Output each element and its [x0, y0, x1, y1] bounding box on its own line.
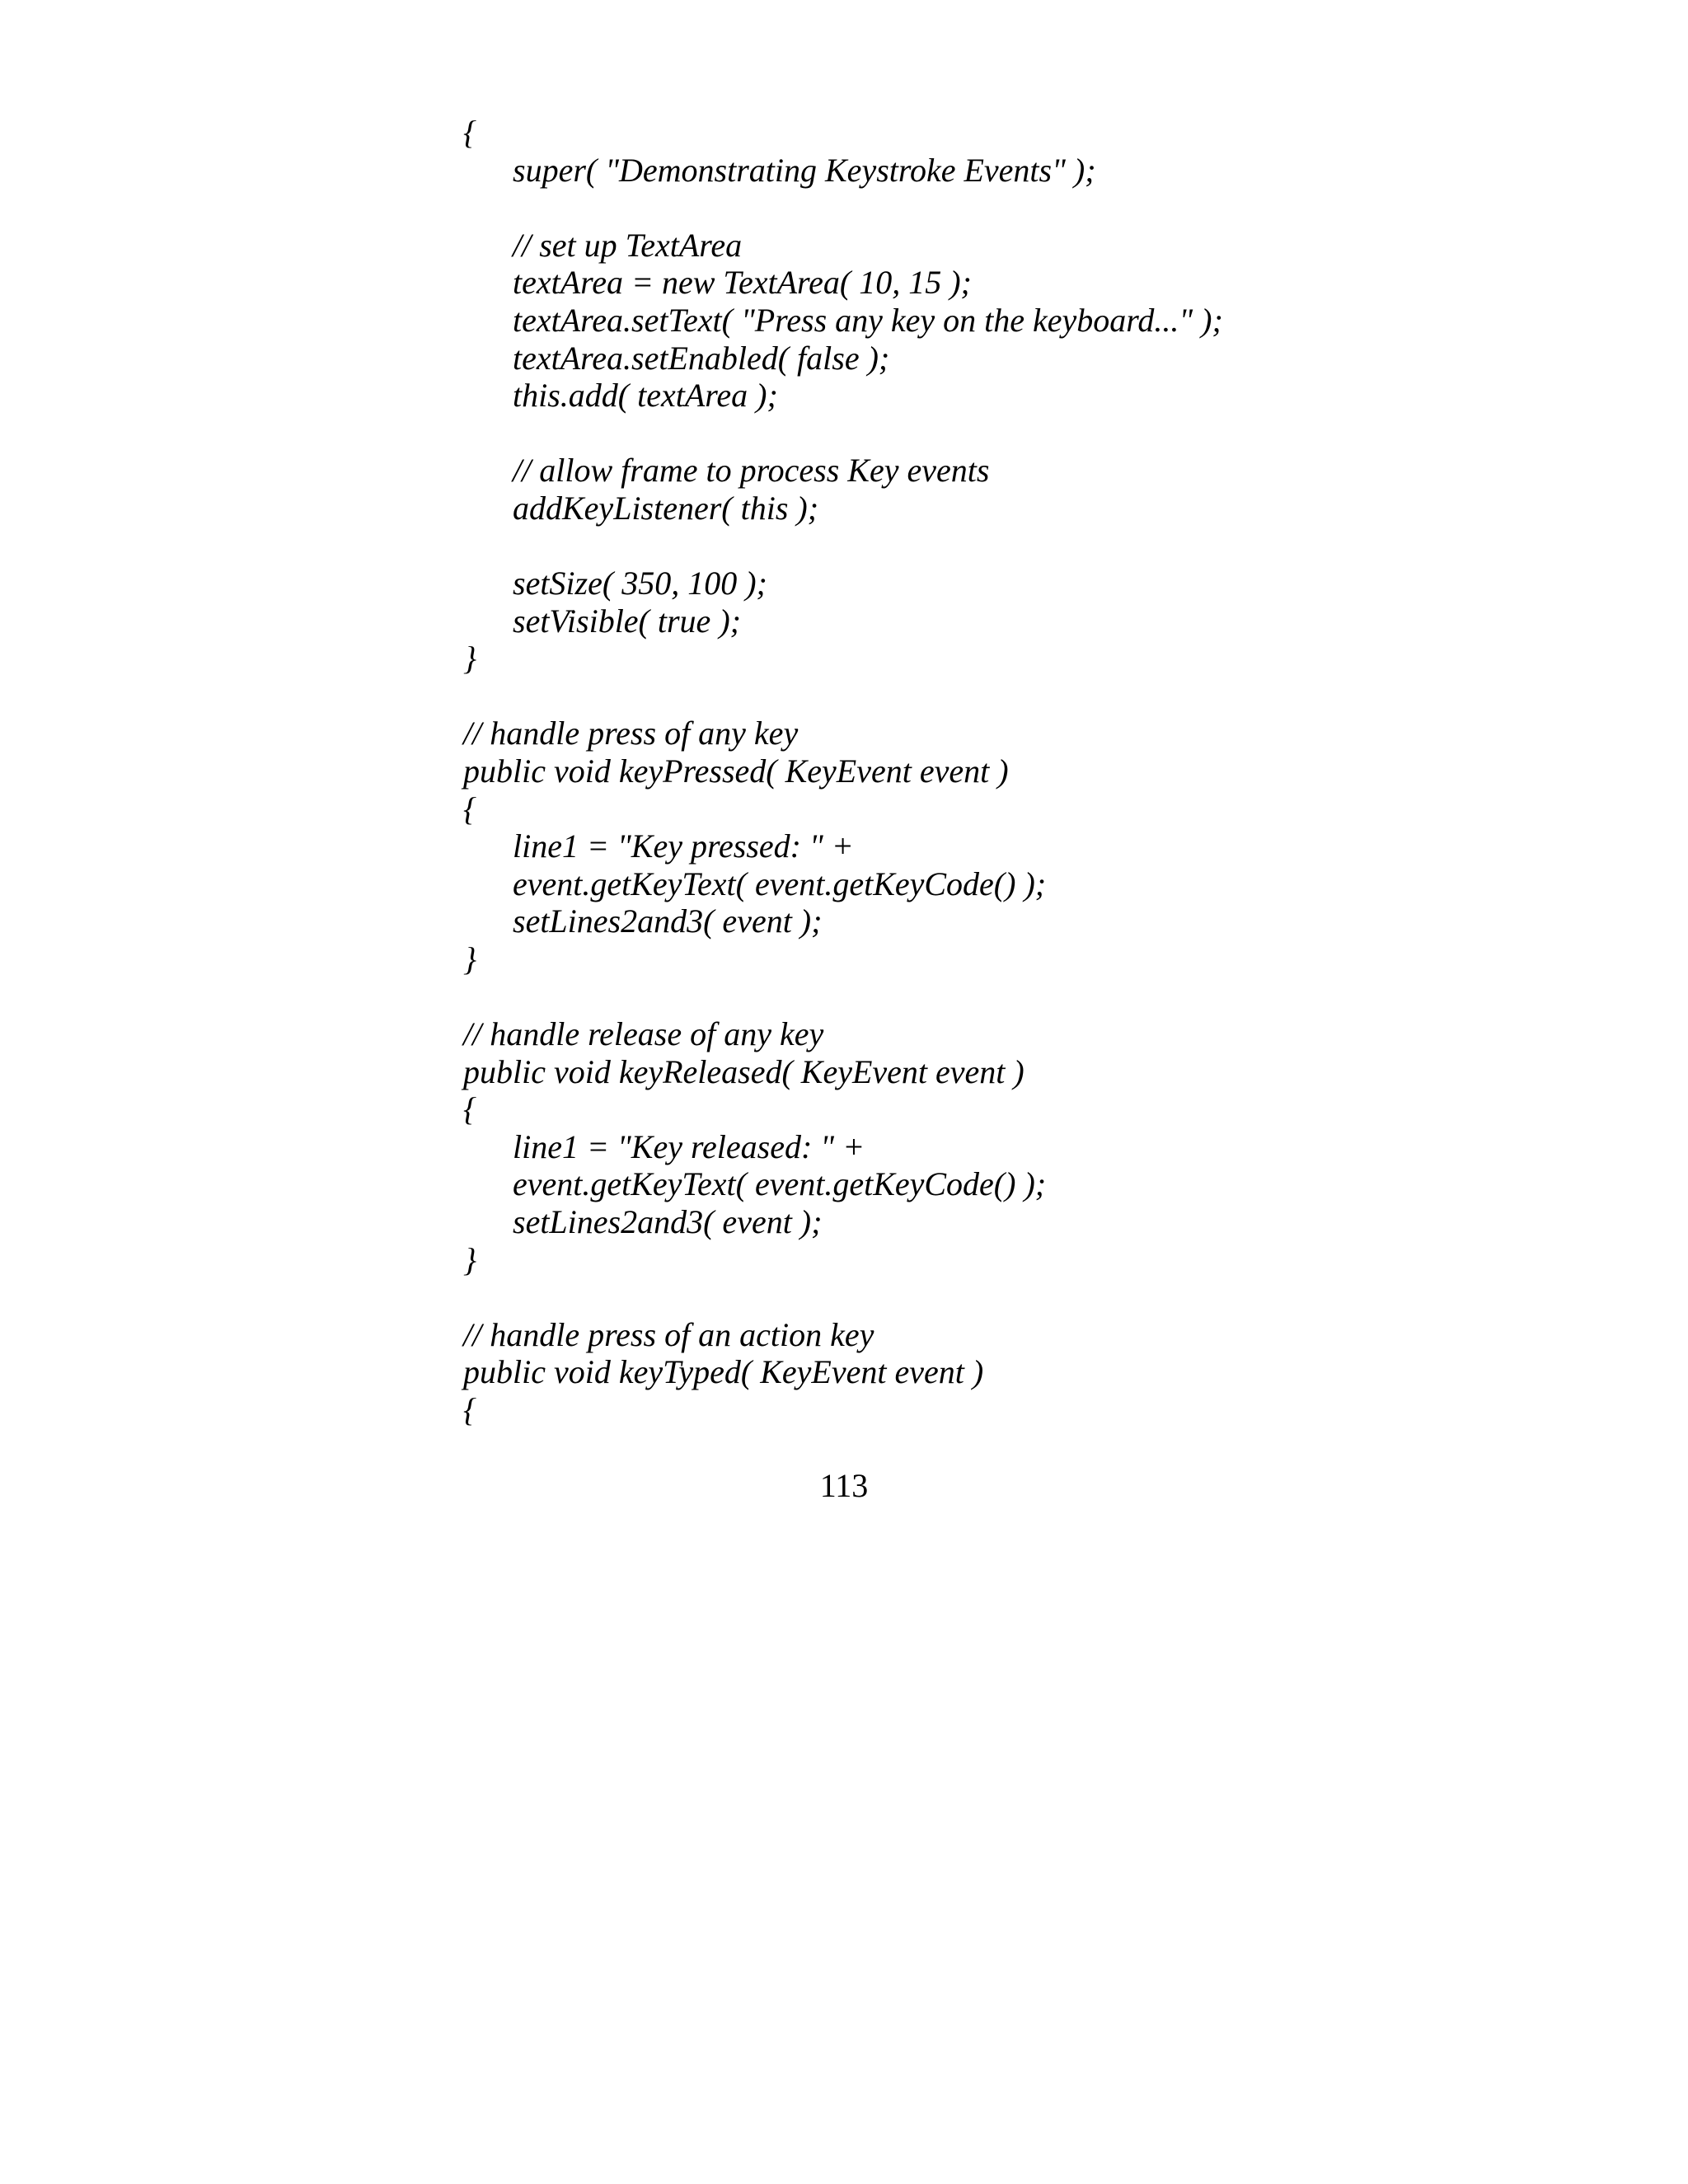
code-line: {: [463, 790, 476, 827]
code-line: setLines2and3( event );: [513, 1203, 823, 1240]
code-line: event.getKeyText( event.getKeyCode() );: [513, 1165, 1047, 1202]
code-line: event.getKeyText( event.getKeyCode() );: [513, 865, 1047, 902]
code-line: textArea.setEnabled( false );: [513, 340, 890, 377]
code-line: // set up TextArea: [513, 227, 743, 264]
code-line: setSize( 350, 100 );: [513, 565, 767, 602]
code-line: super( "Demonstrating Keystroke Events" );: [513, 152, 1096, 189]
code-line: addKeyListener( this );: [513, 490, 819, 527]
code-line: public void keyReleased( KeyEvent event ): [463, 1053, 1025, 1090]
code-line: {: [463, 1090, 476, 1127]
code-line: setVisible( true );: [513, 602, 741, 640]
code-line: setLines2and3( event );: [513, 902, 823, 940]
code-line: line1 = "Key pressed: " +: [513, 827, 854, 865]
page-number: 113: [819, 1467, 869, 1504]
code-line: }: [463, 1241, 476, 1278]
code-line: // handle press of any key: [463, 715, 799, 752]
code-line: }: [463, 940, 476, 977]
code-line: textArea = new TextArea( 10, 15 );: [513, 264, 972, 301]
code-line: }: [463, 640, 476, 677]
code-line: public void keyTyped( KeyEvent event ): [463, 1353, 984, 1390]
code-line: textArea.setText( "Press any key on the keyboard..." );: [513, 302, 1223, 339]
code-line: this.add( textArea );: [513, 377, 778, 414]
code-line: public void keyPressed( KeyEvent event ): [463, 752, 1009, 790]
code-line: // handle press of an action key: [463, 1316, 874, 1353]
code-line: line1 = "Key released: " +: [513, 1128, 865, 1165]
code-line: {: [463, 1391, 476, 1428]
code-line: // allow frame to process Key events: [513, 452, 990, 489]
code-line: {: [463, 114, 476, 151]
code-line: // handle release of any key: [463, 1015, 824, 1052]
